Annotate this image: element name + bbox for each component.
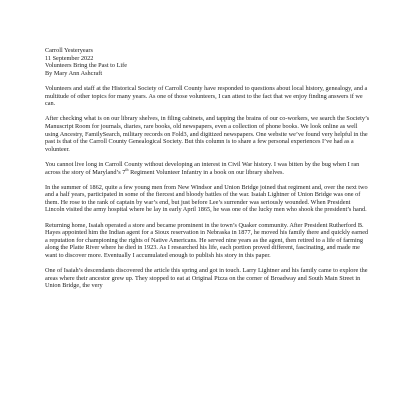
article-byline: By Mary Ann Ashcraft [45, 69, 103, 77]
paragraph-5: Returning home, Isaiah operated a store and became prominent in the town’s Quaker community. After President Rutherford B. Hayes appointed him the Indian agent for a Sioux reservation in Nebraska in 1877, he moved his family there and quickly earned a reputation for championing the rights of Native Americans. He served nine years as the agent, then retired to a life of farming along the Platte River where he died in 1923. As I researched his life, each portion proved different, fascinating, and made me want to discover more. Eventually I accumulated enough to publish his story in this paper. [45, 221, 369, 260]
paragraph-2: After checking what is on our library shelves, in filing cabinets, and tapping the brains of our co-workers, we search the Society’s Manuscript Room for journals, diaries, rare books, old newspapers, even a collection of phone books. We look online as well using Ancestry, FamilySearch, military records on Fold3, and digitized newspapers. One website we’ve found very helpful in the past is that of the Carroll County Genealogical Society. But this column is to share a few personal experiences I’ve had as a volunteer. [45, 115, 370, 153]
paragraph-4: In the summer of 1862, quite a few young men from New Windsor and Union Bridge joined that regiment and, over the next two and a half years, participated in some of the fiercest and bloody battles of the war. Isaiah Lightner of Union Bridge was one of them. He rose to the rank of captain by war’s end, but just before Lee’s surrender was seriously wounded. When President Lincoln visited the army hospital where he lay in early April 1865, he was one of the lucky men who shook the president’s hand. [45, 183, 368, 214]
ordinal-suffix: th [125, 166, 129, 172]
article-title: Volunteers Bring the Past to Life [45, 62, 127, 70]
paragraph-1: Volunteers and staff at the Historical Society of Carroll County have responded to questions about local history, genealogy, and a multitude of other topics for many years. As one of those volunteers, I can attest to the fact that we enjoy finding answers if we can. [45, 84, 368, 108]
article-date: 11 September 2022 [45, 54, 94, 62]
paragraph-6: One of Isaiah’s descendants discovered the article this spring and got in touch. Larry Lightner and his family came to explore the areas where their ancestor grew up. They stopped to eat at Original Pizza on the corner of Broadway and South Main Street in Union Bridge, the very [45, 267, 368, 290]
column-name: Carroll Yesteryears [45, 47, 93, 54]
article-page [45, 47, 370, 290]
paragraph-3: You cannot live long in Carroll County without developing an interest in Civil War history. I was bitten by the bug when I ran across the story of Maryland’s 7th Regiment Volunteer Infantry in a book on our library shelves. [45, 160, 360, 176]
article-header [45, 47, 370, 77]
